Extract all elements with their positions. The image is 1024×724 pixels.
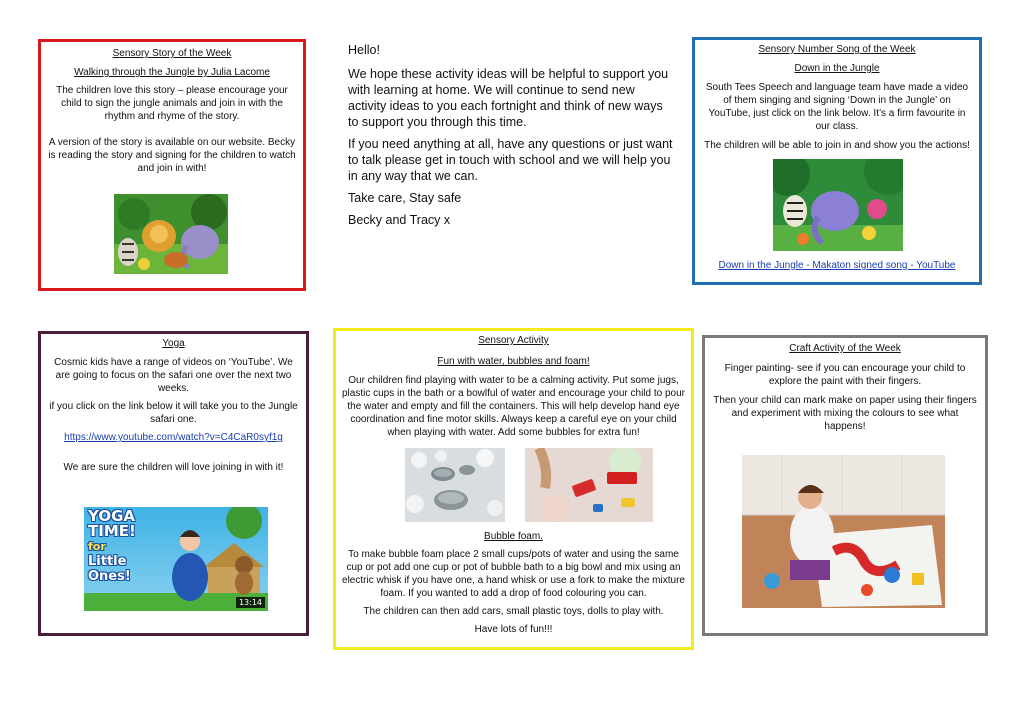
sensory-story-card: [38, 39, 306, 291]
sensory-para-1: Our children find playing with water to be a calming activity. Put some jugs, plastic cups in the bath or a bowlful of water and encourage your child to pour the water and empty and fill the containers. This will help develop hand eye coordination and fine motor skills. Always keep a careful eye on your child when playing with water. Add some bubbles for extra fun!: [342, 375, 685, 438]
song-youtube-link[interactable]: Down in the Jungle - Makaton signed song - YouTube: [718, 260, 956, 271]
yoga-youtube-link[interactable]: https://www.youtube.com/watch?v=C4CaR0syf1g: [64, 432, 283, 443]
yoga-card: [38, 331, 309, 636]
song-para-2: The children will be able to join in and show you the actions!: [704, 140, 970, 151]
craft-para-1: Finger painting- see if you can encourage your child to explore the paint with their fingers.: [724, 363, 966, 387]
bubble-water-photo: [405, 448, 505, 522]
intro-para-1: We hope these activity ideas will be helpful to support you with learning at home. We will continue to send new activity ideas to you each fortnight and think of new ways to support you through this time.: [348, 67, 669, 129]
craft-para-2: Then your child can mark make on paper using their fingers and experiment with mixing the colours to see what happens!: [713, 395, 977, 432]
intro-names: Becky and Tracy x: [348, 213, 451, 227]
yoga-para-2: if you click on the link below it will take you to the Jungle safari one.: [49, 401, 298, 425]
song-subheading: Down in the Jungle: [794, 63, 880, 74]
yoga-para-1: Cosmic kids have a range of videos on ‘YouTube’. We are going to focus on the safari one over the next two weeks.: [54, 357, 293, 394]
jungle-animals-illustration: [114, 194, 228, 274]
finger-painting-photo: [742, 455, 945, 608]
story-subheading: Walking through the Jungle by Julia Lacome: [74, 67, 270, 78]
yoga-heading: Yoga: [162, 338, 185, 349]
song-para-1: South Tees Speech and language team have made a video of them singing and signing ‘Down in the Jungle’ on YouTube, just click on the link below. It’s a firm favourite in our class.: [705, 82, 969, 132]
video-duration-badge: 13:14: [236, 597, 265, 608]
story-heading: Sensory Story of the Week: [112, 48, 232, 59]
craft-heading: Craft Activity of the Week: [789, 343, 901, 354]
sensory-para-2: To make bubble foam place 2 small cups/pots of water and using the same cup or pot add one cup or pot of bubble bath to a big bowl and mix using an electric whisk if you have one, a hand whisk or use a fork to make the mixture foam. If you wanted to add a drop of food colouring you can.: [342, 549, 685, 599]
thumb-line-3: for: [88, 540, 106, 553]
sensory-activity-card: [333, 328, 694, 650]
sensory-heading: Sensory Activity: [478, 335, 549, 346]
thumb-line-4: Little: [88, 554, 127, 569]
thumb-line-2: TIME!: [88, 522, 136, 540]
story-para-1: The children love this story – please encourage your child to sign the jungle animals and join in with the rhythm and rhyme of the story.: [56, 85, 288, 122]
intro-letter: [348, 42, 676, 234]
sensory-para-4: Have lots of fun!!!: [474, 624, 553, 635]
intro-signoff: Take care, Stay safe: [348, 191, 462, 205]
bubble-foam-heading: Bubble foam.: [484, 531, 543, 542]
number-song-card: [692, 37, 982, 285]
thumb-line-1: YOGA: [88, 507, 135, 525]
yoga-video-thumbnail[interactable]: [84, 507, 268, 611]
story-para-2: A version of the story is available on our website. Becky is reading the story and signing for the children to watch and join in with!: [48, 137, 296, 174]
down-in-the-jungle-illustration: [773, 159, 903, 251]
thumb-line-5: Ones!: [88, 569, 131, 584]
sensory-subheading: Fun with water, bubbles and foam!: [437, 356, 590, 367]
song-heading: Sensory Number Song of the Week: [758, 44, 916, 55]
craft-activity-card: [702, 335, 988, 636]
sensory-para-3: The children can then add cars, small plastic toys, dolls to play with.: [363, 606, 664, 617]
yoga-para-3: We are sure the children will love joining in with it!: [63, 462, 284, 473]
yoga-thumb-title: [88, 509, 152, 584]
intro-para-2: If you need anything at all, have any questions or just want to talk please get in touch with school and we will help you in any way that we can.: [348, 137, 673, 183]
foam-toy-cars-photo: [525, 448, 653, 522]
intro-greeting: Hello!: [348, 43, 380, 57]
